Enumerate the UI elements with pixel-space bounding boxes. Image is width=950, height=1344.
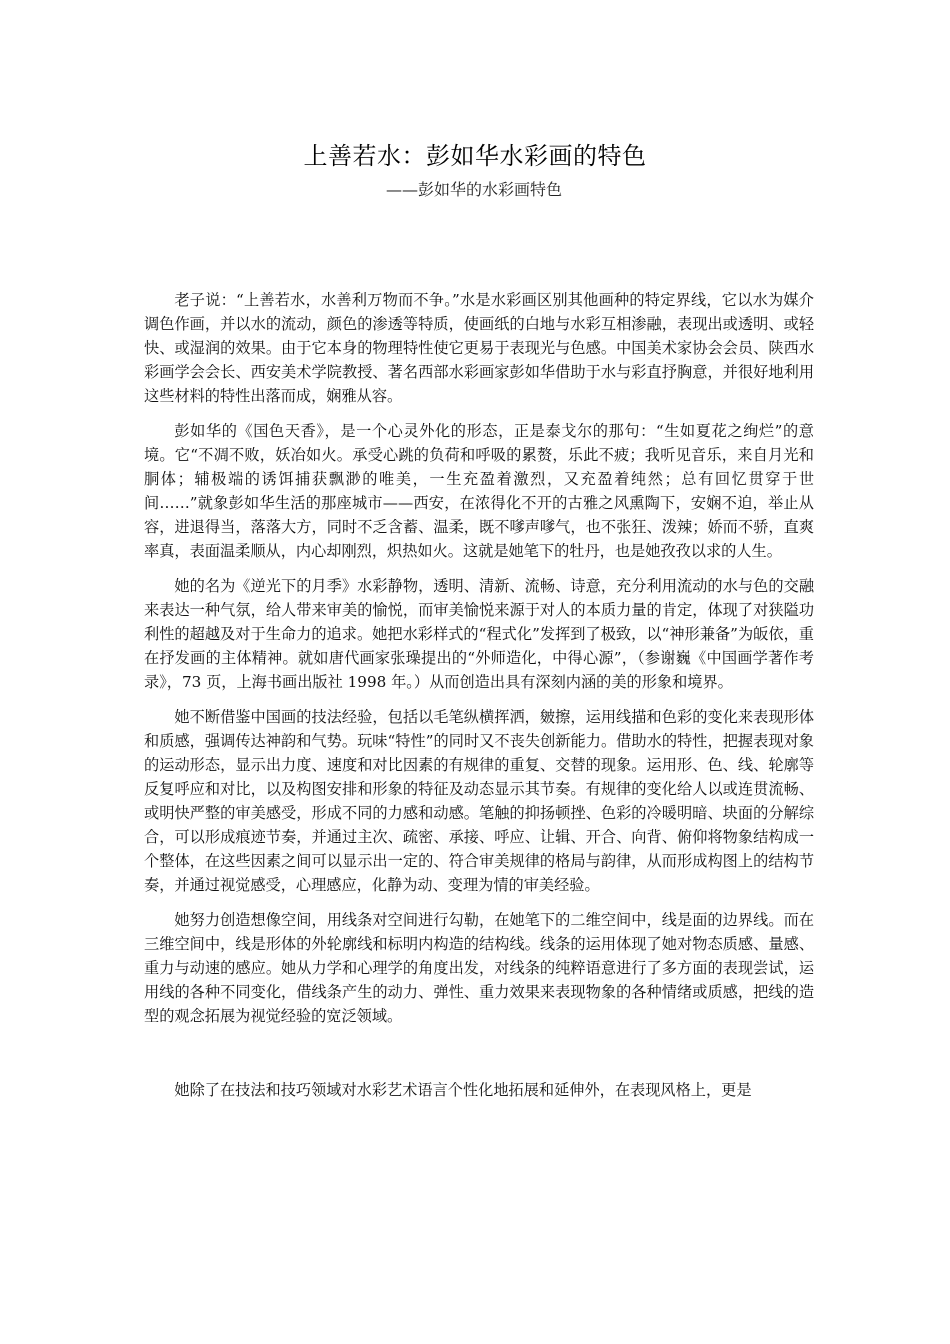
paragraph-4: 她不断借鉴中国画的技法经验，包括以毛笔纵横挥洒，皴擦，运用线描和色彩的变化来表现形体和质感，强调传达神韵和气势。玩味“特性”的同时又不丧失创新能力。借助水的特性，把握表现对象的运动形态，显示出力度、速度和对比因素的有规律的重复、交替的现象。运用形、色、线、轮廓等反复呼应和对比，以及构图安排和形象的特征及动态显示其节奏。有规律的变化给人以或连贯流畅、或明快严整的审美感受，形成不同的力感和动感。笔触的抑扬顿挫、色彩的冷暖明暗、块面的分解综合，可以形成痕迹节奏，并通过主次、疏密、承接、呼应、让辑、开合、向背、俯仰将物象结构成一个整体，在这些因素之间可以显示出一定的、符合审美规律的格局与韵律，从而形成构图上的结构节奏，并通过视觉感受，心理感应，化静为动、变理为情的审美经验。: [144, 708, 814, 894]
document-title: 上善若水：彭如华水彩画的特色: [303, 142, 647, 170]
document-body: [144, 288, 814, 1113]
document-subtitle: ——彭如华的水彩画特色: [386, 180, 563, 199]
paragraph-3: 她的名为《逆光下的月季》水彩静物，透明、清新、流畅、诗意，充分利用流动的水与色的交融来表达一种气氛，给人带来审美的愉悦，而审美愉悦来源于对人的本质力量的肯定，体现了对狭隘功利性的超越及对于生命力的追求。她把水彩样式的“程式化”发挥到了极致，以“神形兼备”为皈依，重在抒发画的主体精神。就如唐代画家张璪提出的“外师造化，中得心源”，（参谢巍《中国画学著作考录》，73 页，上海书画出版社 1998 年。）从而创造出具有深刻内涵的美的形象和境界。: [144, 577, 814, 691]
paragraph-5: 她努力创造想像空间，用线条对空间进行勾勒，在她笔下的二维空间中，线是面的边界线。而在三维空间中，线是形体的外轮廓线和标明内构造的结构线。线条的运用体现了她对物态质感、量感、重力与动速的感应。她从力学和心理学的角度出发，对线条的纯粹语意进行了多方面的表现尝试，运用线的各种不同变化，借线条产生的动力、弹性、重力效果来表现物象的各种情绪或质感，把线的造型的观念拓展为视觉经验的宽泛领域。: [144, 911, 814, 1025]
paragraph-6: 她除了在技法和技巧领域对水彩艺术语言个性化地拓展和延伸外，在表现风格上，更是: [174, 1081, 752, 1099]
paragraph-1: 老子说：“上善若水，水善利万物而不争。”水是水彩画区别其他画种的特定界线，它以水为媒介调色作画，并以水的流动，颜色的渗透等特质，使画纸的白地与水彩互相渗融，表现出或透明、或轻快、或湿润的效果。由于它本身的物理特性使它更易于表现光与色感。中国美术家协会会员、陕西水彩画学会会长、西安美术学院教授、著名西部水彩画家彭如华借助于水与彩直抒胸意，并很好地利用这些材料的特性出落而成，娴雅从容。: [144, 291, 814, 405]
paragraph-2: 彭如华的《国色天香》，是一个心灵外化的形态，正是泰戈尔的那句：“生如夏花之绚烂”的意境。它“不凋不败，妖冶如火。承受心跳的负荷和呼吸的累赘，乐此不疲；我听见音乐，来自月光和胴体；辅极端的诱饵捕获飘渺的唯美，一生充盈着激烈，又充盈着纯然；总有回忆贯穿于世间……”就象彭如华生活的那座城市——西安，在浓得化不开的古雅之风熏陶下，安娴不迫，举止从容，进退得当，落落大方，同时不乏含蓄、温柔，既不嗲声嗲气，也不张狂、泼辣；娇而不骄，直爽率真，表面温柔顺从，内心却刚烈，炽热如火。这就是她笔下的牡丹，也是她孜孜以求的人生。: [144, 422, 814, 560]
